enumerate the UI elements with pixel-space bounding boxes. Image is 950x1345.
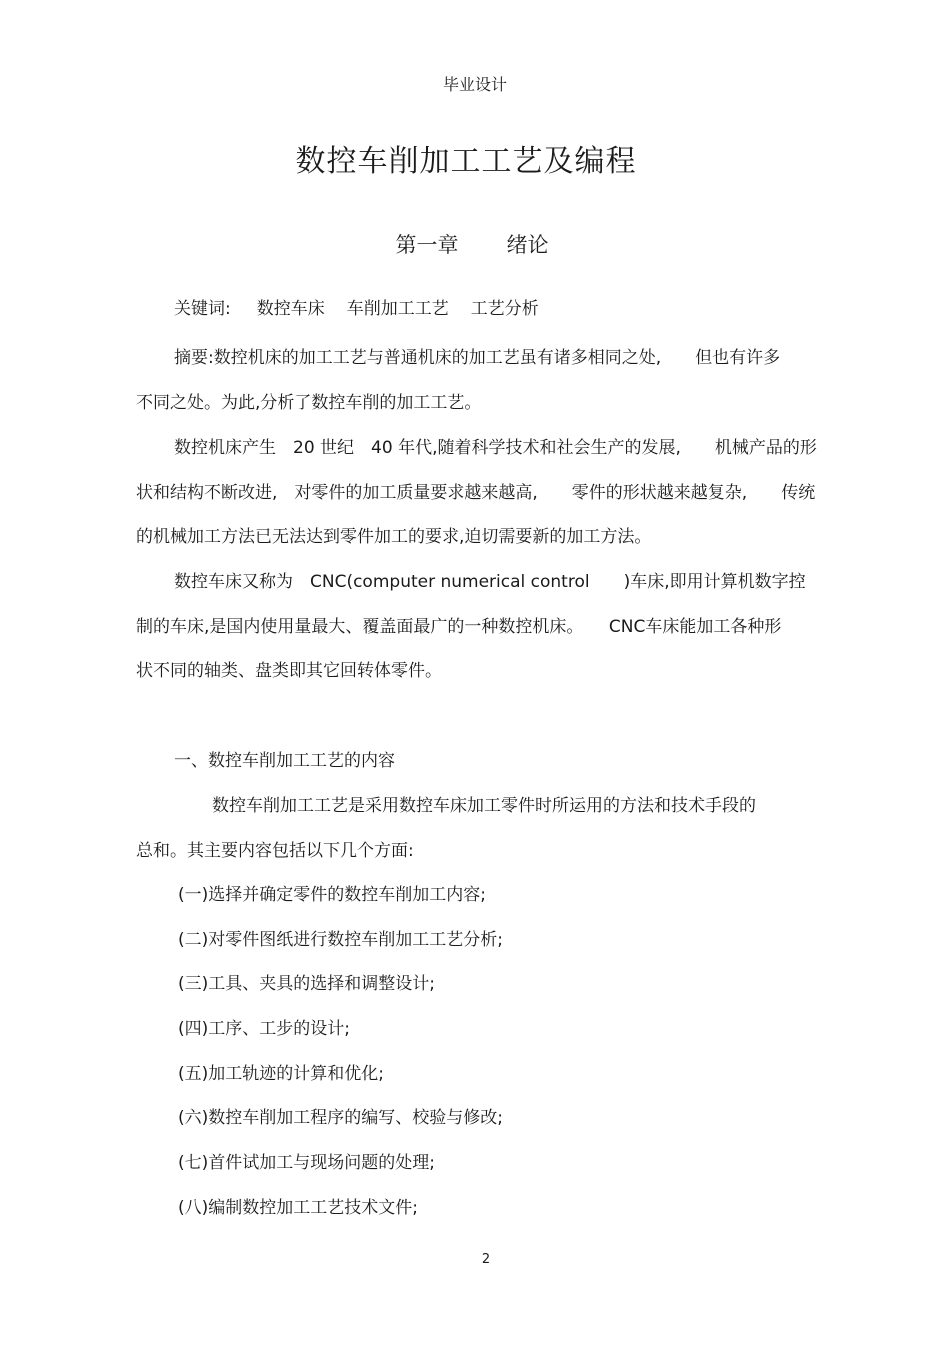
chapter-number: 第一章 [395, 233, 459, 257]
paragraph-line: 的机械加工方法已无法达到零件加工的要求,迫切需要新的加工方法。 [136, 527, 652, 547]
document-title: 数控车削加工工艺及编程 [295, 144, 637, 179]
paragraph-line: 数控机床产生 20 世纪 40 年代,随着科学技术和社会生产的发展, 机械产品的形 [174, 438, 817, 458]
abstract-line: 摘要:数控机床的加工工艺与普通机床的加工艺虽有诸多相同之处, 但也有许多 [174, 348, 781, 368]
abstract-line: 不同之处。为此,分析了数控车削的加工工艺。 [136, 393, 482, 413]
list-item: (八)编制数控加工工艺技术文件; [178, 1198, 418, 1218]
keyword-item: 车削加工工艺 [346, 299, 449, 319]
paragraph-line: 制的车床,是国内使用量最大、覆盖面最广的一种数控机床。 CNC车床能加工各种形 [136, 617, 782, 637]
list-item: (一)选择并确定零件的数控车削加工内容; [178, 885, 486, 905]
section-intro-line: 数控车削加工工艺是采用数控车床加工零件时所运用的方法和技术手段的 [212, 796, 756, 816]
page-header: 毕业设计 [442, 75, 507, 94]
paragraph-line: 数控车床又称为 CNC(computer numerical control )车床,即用计算机数字控 [174, 572, 806, 592]
keyword-item: 数控车床 [256, 299, 325, 319]
page-number: 2 [481, 1252, 491, 1267]
keywords-label: 关键词: [174, 299, 231, 319]
section-intro-line: 总和。其主要内容包括以下几个方面: [136, 841, 414, 861]
list-item: (七)首件试加工与现场问题的处理; [178, 1153, 435, 1173]
list-item: (六)数控车削加工程序的编写、校验与修改; [178, 1108, 503, 1128]
keywords-line [174, 298, 539, 320]
paragraph-line: 状不同的轴类、盘类即其它回转体零件。 [136, 661, 442, 681]
list-item: (四)工序、工步的设计; [178, 1019, 350, 1039]
chapter-name: 绪论 [506, 233, 549, 257]
section-heading: 一、数控车削加工工艺的内容 [174, 751, 395, 771]
keyword-item: 工艺分析 [470, 299, 539, 319]
list-item: (二)对零件图纸进行数控车削加工工艺分析; [178, 930, 503, 950]
list-item: (三)工具、夹具的选择和调整设计; [178, 974, 435, 994]
list-item: (五)加工轨迹的计算和优化; [178, 1064, 384, 1084]
paragraph-line: 状和结构不断改进, 对零件的加工质量要求越来越高, 零件的形状越来越复杂, 传统 [136, 483, 816, 503]
chapter-heading [0, 229, 944, 259]
